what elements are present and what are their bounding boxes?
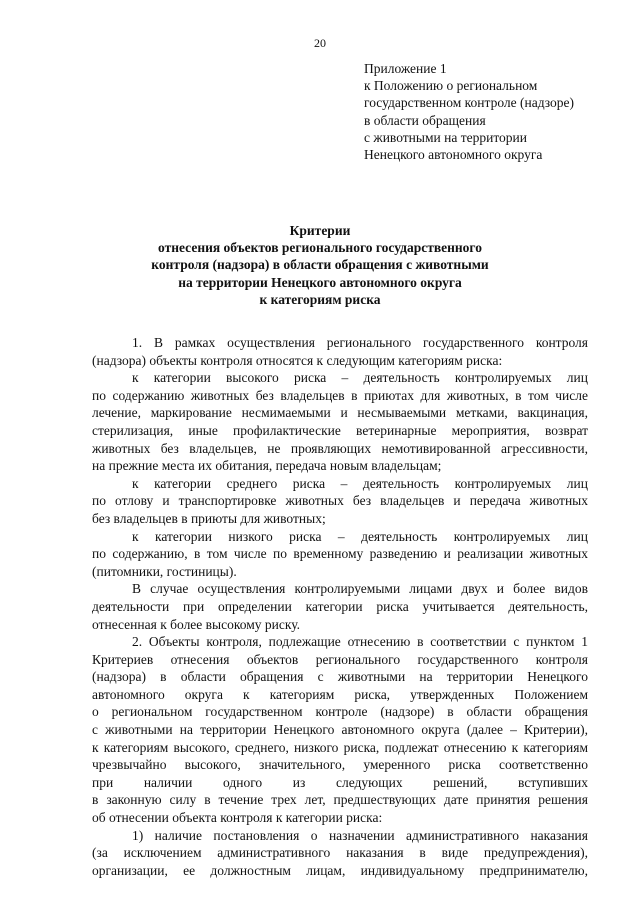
body-text-line: чрезвычайно высокого, значительного, умеренного риска соответственно [92, 757, 588, 773]
body-text-line: к категории высокого риска – деятельность контролируемых лиц [132, 370, 588, 386]
body-text-line: к категориям высокого, среднего, низкого риска, подлежат отнесению к категориям [92, 739, 588, 755]
document-body [92, 334, 588, 879]
body-text-line: по содержанию, в том числе по временному разведению и реализации животных [92, 546, 588, 562]
appendix-note [364, 60, 624, 163]
appendix-line: в области обращения [364, 112, 486, 128]
body-text-line: лечение, маркирование несмимаемыми и несмываемыми метками, вакцинация, [92, 405, 588, 421]
title-line: к категориям риска [259, 291, 381, 307]
body-text-line: В случае осуществления контролируемыми лицами двух и более видов [132, 581, 588, 597]
body-text-line: отнесенная к более высокому риску. [92, 616, 300, 632]
body-text-line: о региональном государственном контроле (надзоре) в области обращения [92, 704, 588, 720]
body-text-line: (надзора) объекты контроля относятся к следующим категориям риска: [92, 352, 503, 368]
body-text-line: стерилизация, иные профилактические ветеринарные мероприятия, возврат [92, 422, 588, 438]
body-text-line: (надзора) в области обращения с животными на территории Ненецкого [92, 669, 588, 685]
body-text-line: по отлову и транспортировке животных без владельцев и передача животных [92, 493, 588, 509]
title-line: контроля (надзора) в области обращения с животными [151, 257, 489, 273]
page-number: 20 [314, 36, 326, 50]
body-text-line: на прежние места их обитания, передача новым владельцам; [92, 458, 442, 474]
body-text-line: Критериев отнесения объектов регионального государственного контроля [92, 651, 588, 667]
body-text-line: в законную силу в течение трех лет, предшествующих дате принятия решения [92, 792, 588, 808]
body-text-line: животных без владельцев, не проявляющих немотивированной агрессивности, [92, 440, 588, 456]
body-text-line: без владельцев в приюты для животных; [92, 510, 326, 526]
body-text-line: 1) наличие постановления о назначении административного наказания [132, 827, 588, 843]
body-text-line: организации, ее должностным лицам, индивидуальному предпринимателю, [92, 862, 588, 878]
body-text-line: об отнесении объекта контроля к категории риска: [92, 810, 383, 826]
body-text-line: к категории среднего риска – деятельность контролируемых лиц [132, 475, 588, 491]
body-text-line: (питомники, гостиницы). [92, 563, 237, 579]
body-text-line: деятельности при определении категории риска учитывается деятельность, [92, 598, 588, 614]
appendix-line: Приложение 1 [364, 61, 447, 76]
appendix-line: с животными на территории [364, 129, 527, 145]
body-text-line: (за исключением административного наказания в виде предупреждения), [92, 845, 588, 861]
document-title [60, 222, 580, 308]
appendix-line: Ненецкого автономного округа [364, 147, 543, 163]
body-text-line: с животными на территории Ненецкого автономного округа (далее – Критерии), [92, 722, 588, 738]
body-text-line: по содержанию животных без владельцев в приютах для животных, в том числе [92, 387, 588, 403]
body-text-line: к категории низкого риска – деятельность контролируемых лиц [132, 528, 588, 544]
body-text-line: автономного округа к категориям риска, утвержденных Положением [92, 686, 588, 702]
body-text-line: при наличии одного из следующих решений, вступивших [92, 774, 588, 790]
title-line: отнесения объектов регионального государственного [158, 240, 482, 256]
title-line: Критерии [289, 223, 351, 238]
title-line: на территории Ненецкого автономного округа [178, 274, 462, 290]
body-text-line: 1. В рамках осуществления регионального государственного контроля [132, 335, 588, 350]
appendix-line: государственном контроле (надзоре) [364, 95, 574, 111]
body-text-line: 2. Объекты контроля, подлежащие отнесению в соответствии с пунктом 1 [132, 634, 588, 650]
appendix-line: к Положению о региональном [364, 78, 538, 94]
